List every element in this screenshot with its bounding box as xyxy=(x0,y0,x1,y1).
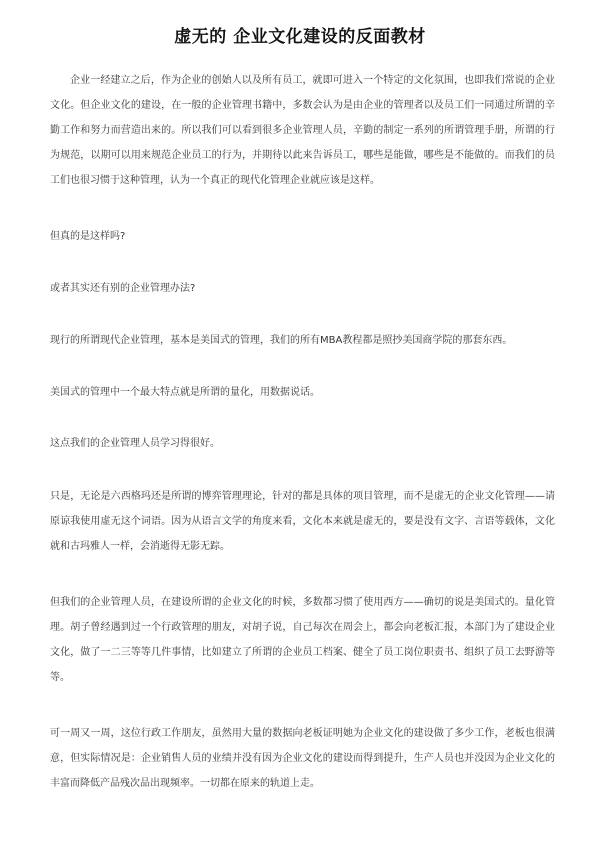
paragraph-quantification: 美国式的管理中一个最大特点就是所谓的量化，用数据说话。 xyxy=(50,387,320,398)
paragraph-learned-well: 这点我们的企业管理人员学习得很好。 xyxy=(50,438,220,449)
paragraph-six-sigma: 只是，无论是六西格玛还是所谓的博弈管理理论，针对的都是具体的项目管理，而不是虚无的企业文化管理——请原谅我使用虚无这个词语。因为从语言文学的角度来看，文化本来就是虚无的，要是没有文字、言语等载体，文化就和古玛雅人一样，会消逝得无影无踪。 xyxy=(50,491,555,552)
document-title: 虚无的 企业文化建设的反面教材 xyxy=(174,27,426,47)
paragraph-week-after-week: 可一周又一周，这位行政工作朋友，虽然用大量的数据向老板证明她为企业文化的建设做了多少工作，老板也很满意，但实际情况是：企业销售人员的业绩并没有因为企业文化的建设而得到提升，生产人员也并没因为企业文化的丰富而降低产品残次品出现频率。一切都在原来的轨道上走。 xyxy=(50,728,555,789)
paragraph-question-1: 但真的是这样吗? xyxy=(50,231,126,242)
paragraph-hu-zi-story: 但我们的企业管理人员，在建设所谓的企业文化的时候，多数都习惯了使用西方——确切的说是美国式的。量化管理。胡子曾经遇到过一个行政管理的朋友，对胡子说，自己每次在周会上，都会向老板汇报，本部门为了建设企业文化，做了一二三等等几件事情，比如建立了所谓的企业员工档案、健全了员工岗位职责书、组织了员工去野游等等。 xyxy=(50,597,555,683)
paragraph-american-management: 现行的所谓现代企业管理，基本是美国式的管理，我们的所有MBA教程都是照抄美国商学院的那套东西。 xyxy=(50,335,513,346)
paragraph-intro: 企业一经建立之后，作为企业的创始人以及所有员工，就即可进入一个特定的文化氛围，也即我们常说的企业文化。但企业文化的建设，在一般的企业管理书籍中，多数会认为是由企业的管理者以及员工们一同通过所谓的辛勤工作和努力而营造出来的。所以我们可以看到很多企业管理人员，辛勤的制定一系列的所谓管理手册，所谓的行为规范，以期可以用来规范企业员工的行为，并期待以此来告诉员工，哪些是能做，哪些是不能做的。而我们的员工们也很习惯于这种管理，认为一个真正的现代化管理企业就应该是这样。 xyxy=(50,75,555,186)
paragraph-question-2: 或者其实还有别的企业管理办法? xyxy=(50,283,196,294)
